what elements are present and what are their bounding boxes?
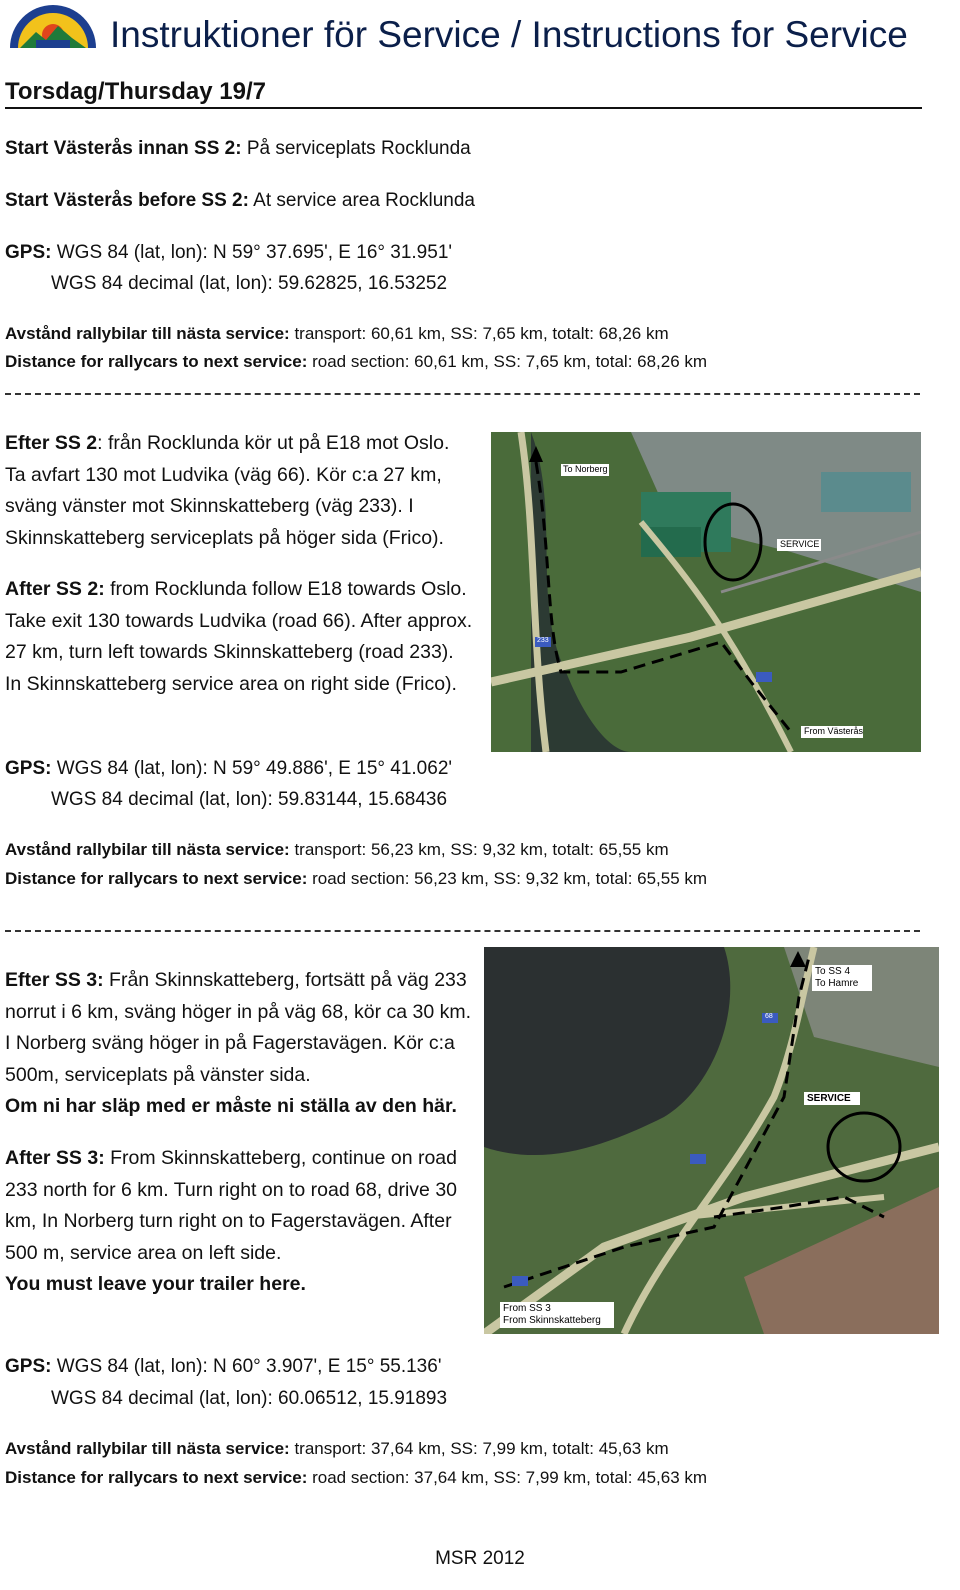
sec3-instructions-en: After SS 3: From Skinnskatteberg, continue on road 233 north for 6 km. Turn right on to road 68, drive 30 km, In Norberg turn right on to Fagerstavägen. After 500 m, service area on left side. You must leave your trailer here. <box>5 1147 458 1295</box>
sec2-distance-sv: Avstånd rallybilar till nästa service: transport: 56,23 km, SS: 9,32 km, totalt: 65,55 km <box>5 840 669 859</box>
divider <box>5 393 920 395</box>
sec2-gps: GPS: WGS 84 (lat, lon): N 59° 49.886', E 15° 41.062' <box>5 758 453 779</box>
rally-logo <box>6 2 100 52</box>
sec2-gps-decimal: WGS 84 decimal (lat, lon): 59.83144, 15.68436 <box>51 789 448 810</box>
sec3-gps: GPS: WGS 84 (lat, lon): N 60° 3.907', E 15° 55.136' <box>5 1356 442 1377</box>
sec1-gps-decimal: WGS 84 decimal (lat, lon): 59.62825, 16.53252 <box>51 273 448 294</box>
map-label-service: SERVICE <box>807 1093 851 1104</box>
sec1-start-sv: Start Västerås innan SS 2: På serviceplats Rocklunda <box>5 138 471 159</box>
map-label-service: SERVICE <box>780 539 820 549</box>
logo-emblem-icon <box>6 2 100 52</box>
document-title: Instruktioner för Service / Instructions for Service <box>110 14 908 55</box>
sec2-instructions-sv: Efter SS 2: från Rocklunda kör ut på E18 mot Oslo. Ta avfart 130 mot Ludvika (väg 66). Kör c:a 27 km, sväng vänster mot Skinnskatteberg (väg 233). I Skinnskatteberg serviceplats på höger sida (Frico). <box>5 432 450 549</box>
sec2-distance-en: Distance for rallycars to next service: road section: 56,23 km, SS: 9,32 km, total: 65,55 km <box>5 869 708 888</box>
map-label-to-ss4: To SS 4 To Hamre <box>815 966 859 989</box>
day-heading: Torsdag/Thursday 19/7 <box>5 78 922 109</box>
sec1-distance-sv: Avstånd rallybilar till nästa service: transport: 60,61 km, SS: 7,65 km, totalt: 68,26 km <box>5 324 669 343</box>
sec1-distance-en: Distance for rallycars to next service: road section: 60,61 km, SS: 7,65 km, total: 68,26 km <box>5 352 708 371</box>
sec3-distance-en: Distance for rallycars to next service: road section: 37,64 km, SS: 7,99 km, total: 45,63 km <box>5 1468 708 1487</box>
sec2-instructions-en: After SS 2: from Rocklunda follow E18 towards Oslo. Take exit 130 towards Ludvika (road 66). After approx. 27 km, turn left towards Skinnskatteberg (road 233). In Skinnskatteberg service area on right side (Frico). <box>5 578 473 695</box>
sec1-gps: GPS: WGS 84 (lat, lon): N 59° 37.695', E 16° 31.951' <box>5 242 453 263</box>
map-label-from-ss3: From SS 3 From Skinnskatteberg <box>503 1303 601 1326</box>
sec3-distance-sv: Avstånd rallybilar till nästa service: transport: 37,64 km, SS: 7,99 km, totalt: 45,63 km <box>5 1439 669 1458</box>
service-map-skinnskatteberg <box>491 432 921 752</box>
service-map-norberg <box>484 947 939 1334</box>
map-label-from-vasteras: From Västerås <box>804 726 864 736</box>
divider <box>5 930 920 932</box>
map-road-68: 68 <box>765 1013 773 1020</box>
sec3-instructions-sv: Efter SS 3: Från Skinnskatteberg, fortsätt på väg 233 norrut i 6 km, sväng höger in på väg 68, kör ca 30 km. I Norberg sväng höger in på Fagerstavägen. Kör c:a 500m, serviceplats på vänster sida. Om ni har släp med er måste ni ställa av den här. <box>5 969 472 1117</box>
sec1-start-en: Start Västerås before SS 2: At service area Rocklunda <box>5 190 475 211</box>
footer: MSR 2012 <box>435 1548 525 1569</box>
map-label-to-norberg: To Norberg <box>563 464 608 474</box>
map-road-233: 233 <box>537 637 549 644</box>
sec3-gps-decimal: WGS 84 decimal (lat, lon): 60.06512, 15.91893 <box>51 1388 448 1409</box>
